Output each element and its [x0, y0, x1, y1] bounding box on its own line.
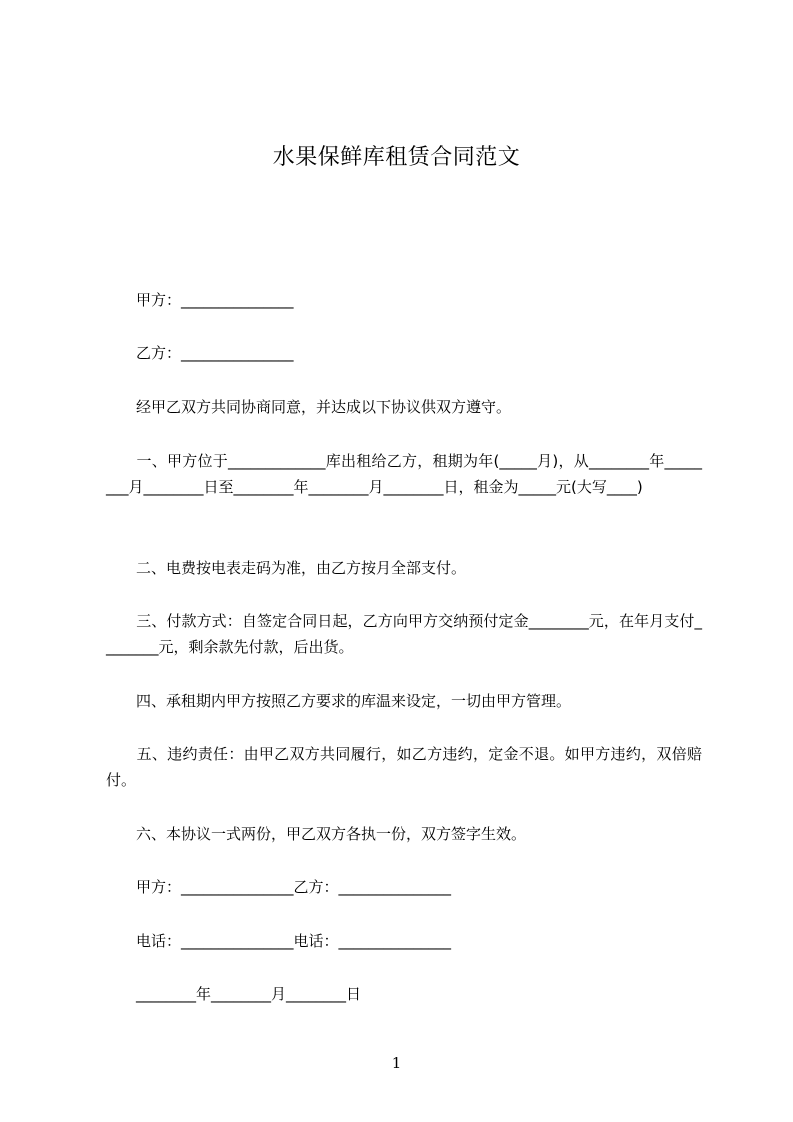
clause-2: 二、电费按电表走码为准，由乙方按月全部支付。: [106, 559, 467, 577]
clause-6: 六、本协议一式两份，甲乙双方各执一份，双方签字生效。: [106, 825, 527, 843]
clause-5: 五、违约责任：由甲乙双方共同履行，如乙方违约，定金不退。如甲方违约，双倍赔付。: [106, 745, 702, 789]
clause-4: 四、承租期内甲方按照乙方要求的库温来设定，一切由甲方管理。: [106, 692, 572, 710]
clause-3: 三、付款方式：自签定合同日起，乙方向甲方交纳预付定金________元，在年月支付________元，剩余款先付款，后出货。: [106, 612, 702, 656]
phone-line: 电话：_______________电话：_______________: [106, 932, 452, 950]
party-b-line: 乙方：_______________: [106, 344, 294, 362]
date-line: ________年________月________日: [106, 985, 362, 1003]
party-a-line: 甲方：_______________: [106, 291, 294, 309]
page-number: 1: [391, 1054, 402, 1072]
document-title: 水果保鲜库租赁合同范文: [272, 145, 521, 170]
intro-paragraph: 经甲乙双方共同协商同意，并达成以下协议供双方遵守。: [106, 398, 512, 416]
clause-1: 一、甲方位于_____________库出租给乙方，租期为年(_____月)，从________年________月________日至________年________月________日，租金为_____元(大写____): [106, 452, 702, 496]
signature-line: 甲方：_______________乙方：_______________: [106, 878, 452, 896]
